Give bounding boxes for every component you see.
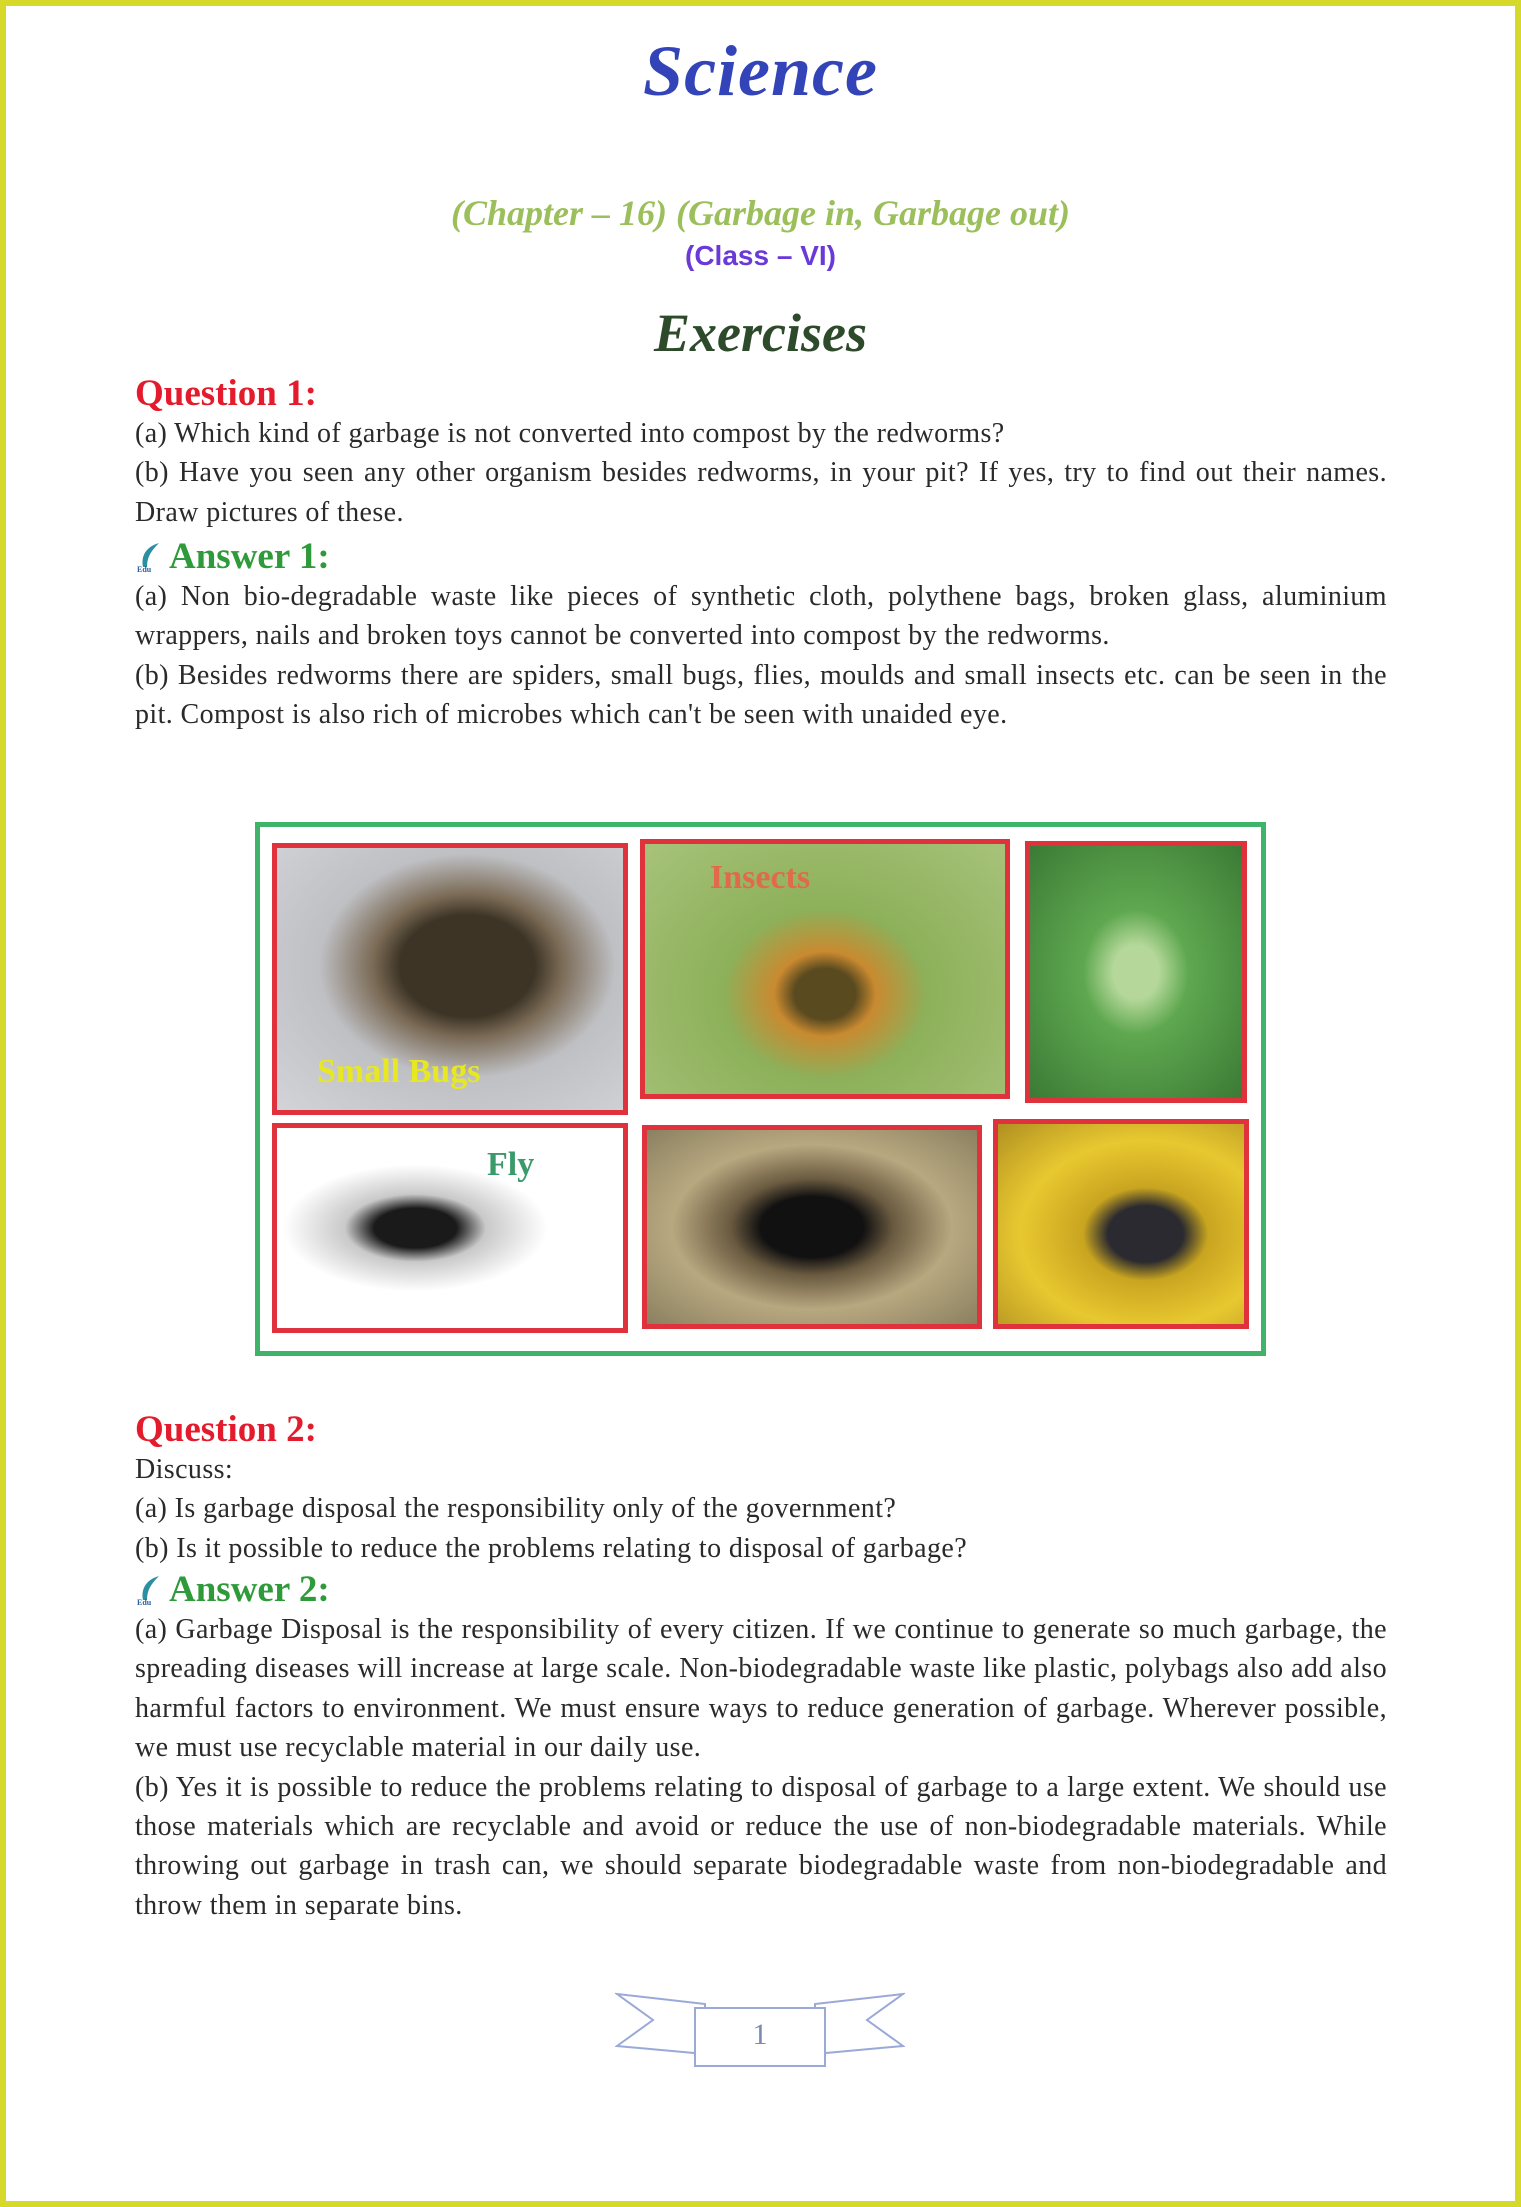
- answer-text: (b) Yes it is possible to reduce the problems relating to disposal of garbage to a large extent. We should use those materials which are recyclable and avoid or reduce the use of non-biodegradable materials. While throwing out garbage in trash can, we should separate biodegradable waste from non-biodegradable and throw them in separate bins.: [135, 1771, 1387, 1921]
- page-number: 1: [752, 2018, 768, 2051]
- insects-collage: [255, 822, 1266, 1356]
- small-bugs-image: [272, 843, 628, 1115]
- class-label: (Class – VI): [685, 240, 836, 271]
- fly-label: Fly: [487, 1146, 535, 1183]
- question-heading: Question 2:: [135, 1409, 317, 1450]
- blister-beetle-image: [993, 1119, 1249, 1329]
- svg-text:Edu: Edu: [137, 1598, 152, 1606]
- answer-1: [135, 537, 1387, 735]
- question-text: (b) Is it possible to reduce the problems relating to disposal of garbage?: [135, 1532, 968, 1564]
- question-text: (a) Is garbage disposal the responsibility only of the government?: [135, 1493, 897, 1525]
- question-text: (a) Which kind of garbage is not converted into compost by the redworms?: [135, 418, 1005, 449]
- svg-text:Edu: Edu: [137, 565, 152, 573]
- chapter-heading: (Chapter – 16) (Garbage in, Garbage out): [451, 193, 1070, 233]
- answer-2: [135, 1570, 1387, 1925]
- answer-text: (a) Garbage Disposal is the responsibility of every citizen. If we continue to generate so much garbage, the spreading diseases will increase at large scale. Non-biodegradable waste like plastic, polybags also add also harmful factors to environment. We must ensure ways to reduce generation of garbage. Wherever possible, we must use recyclable material in our daily use.: [135, 1614, 1387, 1764]
- fly-image: [272, 1123, 628, 1333]
- question-text: Discuss:: [135, 1454, 234, 1485]
- section-heading: Exercises: [654, 303, 867, 363]
- insects-image: [640, 839, 1010, 1099]
- insects-label: Insects: [710, 859, 811, 896]
- beetle-image: [642, 1125, 982, 1329]
- answer-heading: Answer 1:: [169, 536, 330, 577]
- answer-text: (a) Non bio-degradable waste like pieces of synthetic cloth, polythene bags, broken glass, aluminium wrappers, nails and broken toys cannot be converted into compost by the redworms.: [135, 581, 1387, 652]
- answer-heading: Answer 2:: [169, 1569, 330, 1610]
- page-number-ribbon: [615, 1990, 905, 2070]
- answer-text: (b) Besides redworms there are spiders, small bugs, flies, moulds and small insects etc. can be seen in the pit. Compost is also rich of microbes which can't be seen with unaided eye.: [135, 659, 1387, 731]
- green-bug-image: [1025, 841, 1247, 1103]
- question-1: [135, 374, 1387, 532]
- quill-icon: [135, 541, 165, 573]
- quill-icon: [135, 1574, 165, 1606]
- page-title: Science: [643, 31, 878, 111]
- question-text: (b) Have you seen any other organism besides redworms, in your pit? If yes, try to find out their names. Draw pictures of these.: [135, 457, 1387, 528]
- question-heading: Question 1:: [135, 373, 317, 414]
- small-bugs-label: Small Bugs: [317, 1053, 481, 1090]
- question-2: [135, 1410, 1387, 1568]
